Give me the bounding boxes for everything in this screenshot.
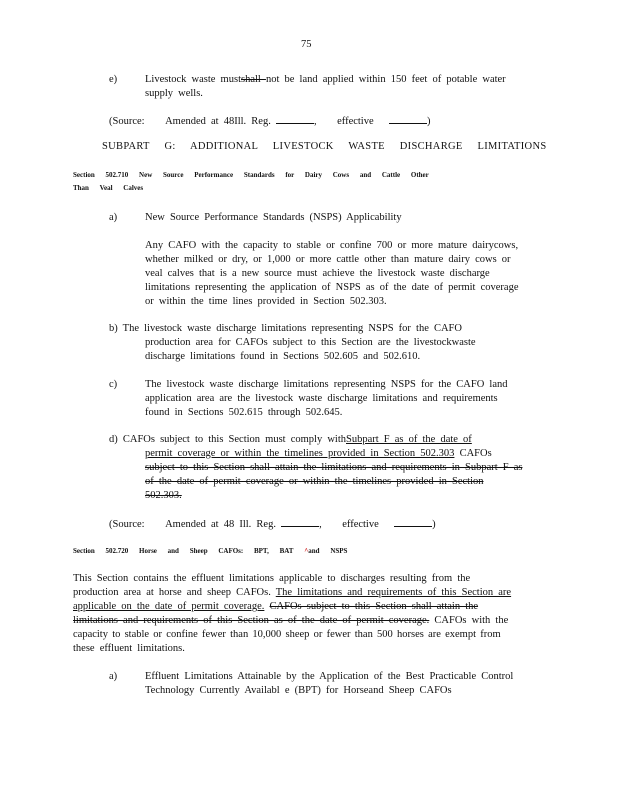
item-a-heading: New Source Performance Standards (NSPS) Applicability [145, 212, 402, 223]
item-a-720-line-1: Effluent Limitations Attainable by the Application of the Best Practicable Control [145, 671, 514, 682]
section-720-heading-text: Section 502.720 Horse and Sheep CAFOs: BPT, BAT [73, 547, 294, 555]
source-note-effective: effective [342, 519, 379, 530]
insertion-caret: ^ [304, 547, 309, 555]
item-d-deleted-line-3: 502.303. [145, 490, 182, 501]
para-720-line-4 [73, 614, 508, 628]
item-b-line-1: b) The livestock waste discharge limitations representing NSPS for the CAFO [109, 323, 462, 334]
item-a-body-line-1: Any CAFO with the capacity to stable or confine 700 or more mature dairycows, [145, 240, 519, 251]
item-a-body-line-3: veal calves that is a new source must achieve the livestock waste discharge [145, 268, 490, 279]
para-720-inserted-text-2: applicable on the date of permit coverage. [73, 601, 265, 612]
section-710-heading-line-1: Section 502.710 New Source Performance Standards for Dairy Cows and Cattle Other [73, 171, 429, 179]
page-number: 75 [301, 39, 312, 50]
source-note-comma: , [313, 116, 317, 127]
item-a-body-line-4: limitations representing the application of NSPS as of the date of permit coverage [145, 282, 519, 293]
item-e-line-2: supply wells. [145, 88, 203, 99]
item-a-720-line-2: Technology Currently Availabl e (BPT) for Horseand Sheep CAFOs [145, 685, 452, 696]
item-d-text-a: d) CAFOs subject to this Section must comply with [109, 434, 346, 445]
item-e-text-b: not be land applied within 150 feet of potable water [265, 74, 506, 85]
source-note-prefix: (Source: [109, 116, 145, 127]
para-720-line-3 [73, 600, 478, 614]
item-d-inserted-text-2: permit coverage or within the timelines provided in Section 502.303 [145, 448, 455, 459]
para-720-text: production area at horse and sheep CAFOs. [73, 587, 271, 598]
source-note-close: ) [427, 116, 431, 127]
para-720-deleted-text-1: CAFOs subject to this Section shall attain the [269, 601, 479, 612]
subpart-heading: SUBPART G: ADDITIONAL LIVESTOCK WASTE DISCHARGE LIMITATIONS [102, 141, 547, 152]
item-a-body-line-2: whether milked or dry, or 1,000 or more cattle other than mature dairy cows or [145, 254, 511, 265]
item-e-deleted-text: shall [240, 74, 266, 85]
reg-blank [281, 517, 319, 527]
reg-blank [276, 114, 314, 124]
para-720-deleted-text-2: limitations and requirements of this Section as of the date of permit coverage. [73, 615, 430, 626]
source-note-close: ) [432, 519, 436, 530]
para-720-line-5: capacity to stable or confine fewer than 10,000 sheep or fewer than 500 horses are exempt from [73, 629, 501, 640]
section-720-heading-tail: and NSPS [308, 547, 348, 555]
item-b-line-2: production area for CAFOs subject to this Section are the livestockwaste [145, 337, 476, 348]
effective-blank [394, 517, 432, 527]
item-d-deleted-line-1: subject to this Section shall attain the limitations and requirements in Subpart F as [145, 462, 523, 473]
source-note-effective: effective [337, 116, 374, 127]
item-c-line-3: found in Sections 502.615 through 502.645. [145, 407, 343, 418]
source-note-prefix: (Source: [109, 519, 145, 530]
item-e-text-a: Livestock waste must [145, 74, 241, 85]
item-c-line-1: The livestock waste discharge limitations representing NSPS for the CAFO land [145, 379, 508, 390]
item-d-line-2 [145, 447, 492, 461]
effective-blank [389, 114, 427, 124]
item-d-line-1 [109, 433, 472, 447]
para-720-inserted-text-1: The limitations and requirements of this Section are [275, 587, 512, 598]
item-c-label: c) [109, 379, 118, 390]
source-note-1 [109, 114, 431, 129]
item-e-label: e) [109, 74, 118, 85]
section-710-heading-line-2: Than Veal Calves [73, 184, 144, 192]
para-720-line-1: This Section contains the effluent limitations applicable to discharges resulting from the [73, 573, 471, 584]
para-720-line-6: these effluent limitations. [73, 643, 185, 654]
item-c-line-2: application area are the livestock waste discharge limitations and requirements [145, 393, 498, 404]
source-note-2 [109, 517, 436, 532]
item-b-line-3: discharge limitations found in Sections 502.605 and 502.610. [145, 351, 421, 362]
section-720-heading [73, 546, 347, 557]
item-d-text-b: CAFOs [454, 448, 492, 459]
para-720-line-2 [73, 586, 511, 600]
item-a-label: a) [109, 212, 118, 223]
item-d-inserted-text-1: Subpart F as of the date of [346, 434, 472, 445]
item-d-deleted-line-2: of the date of permit coverage or within the timelines provided in Section [145, 476, 484, 487]
item-a-720-label: a) [109, 671, 118, 682]
source-note-text: Amended at 48 Ill. Reg. [165, 519, 276, 530]
source-note-comma: , [319, 519, 322, 530]
item-a-body-line-5: or within the time lines provided in Section 502.303. [145, 296, 387, 307]
source-note-text: Amended at 48Ill. Reg. [165, 116, 271, 127]
para-720-text-b: CAFOs with the [429, 615, 509, 626]
item-e-line-1 [145, 73, 506, 87]
